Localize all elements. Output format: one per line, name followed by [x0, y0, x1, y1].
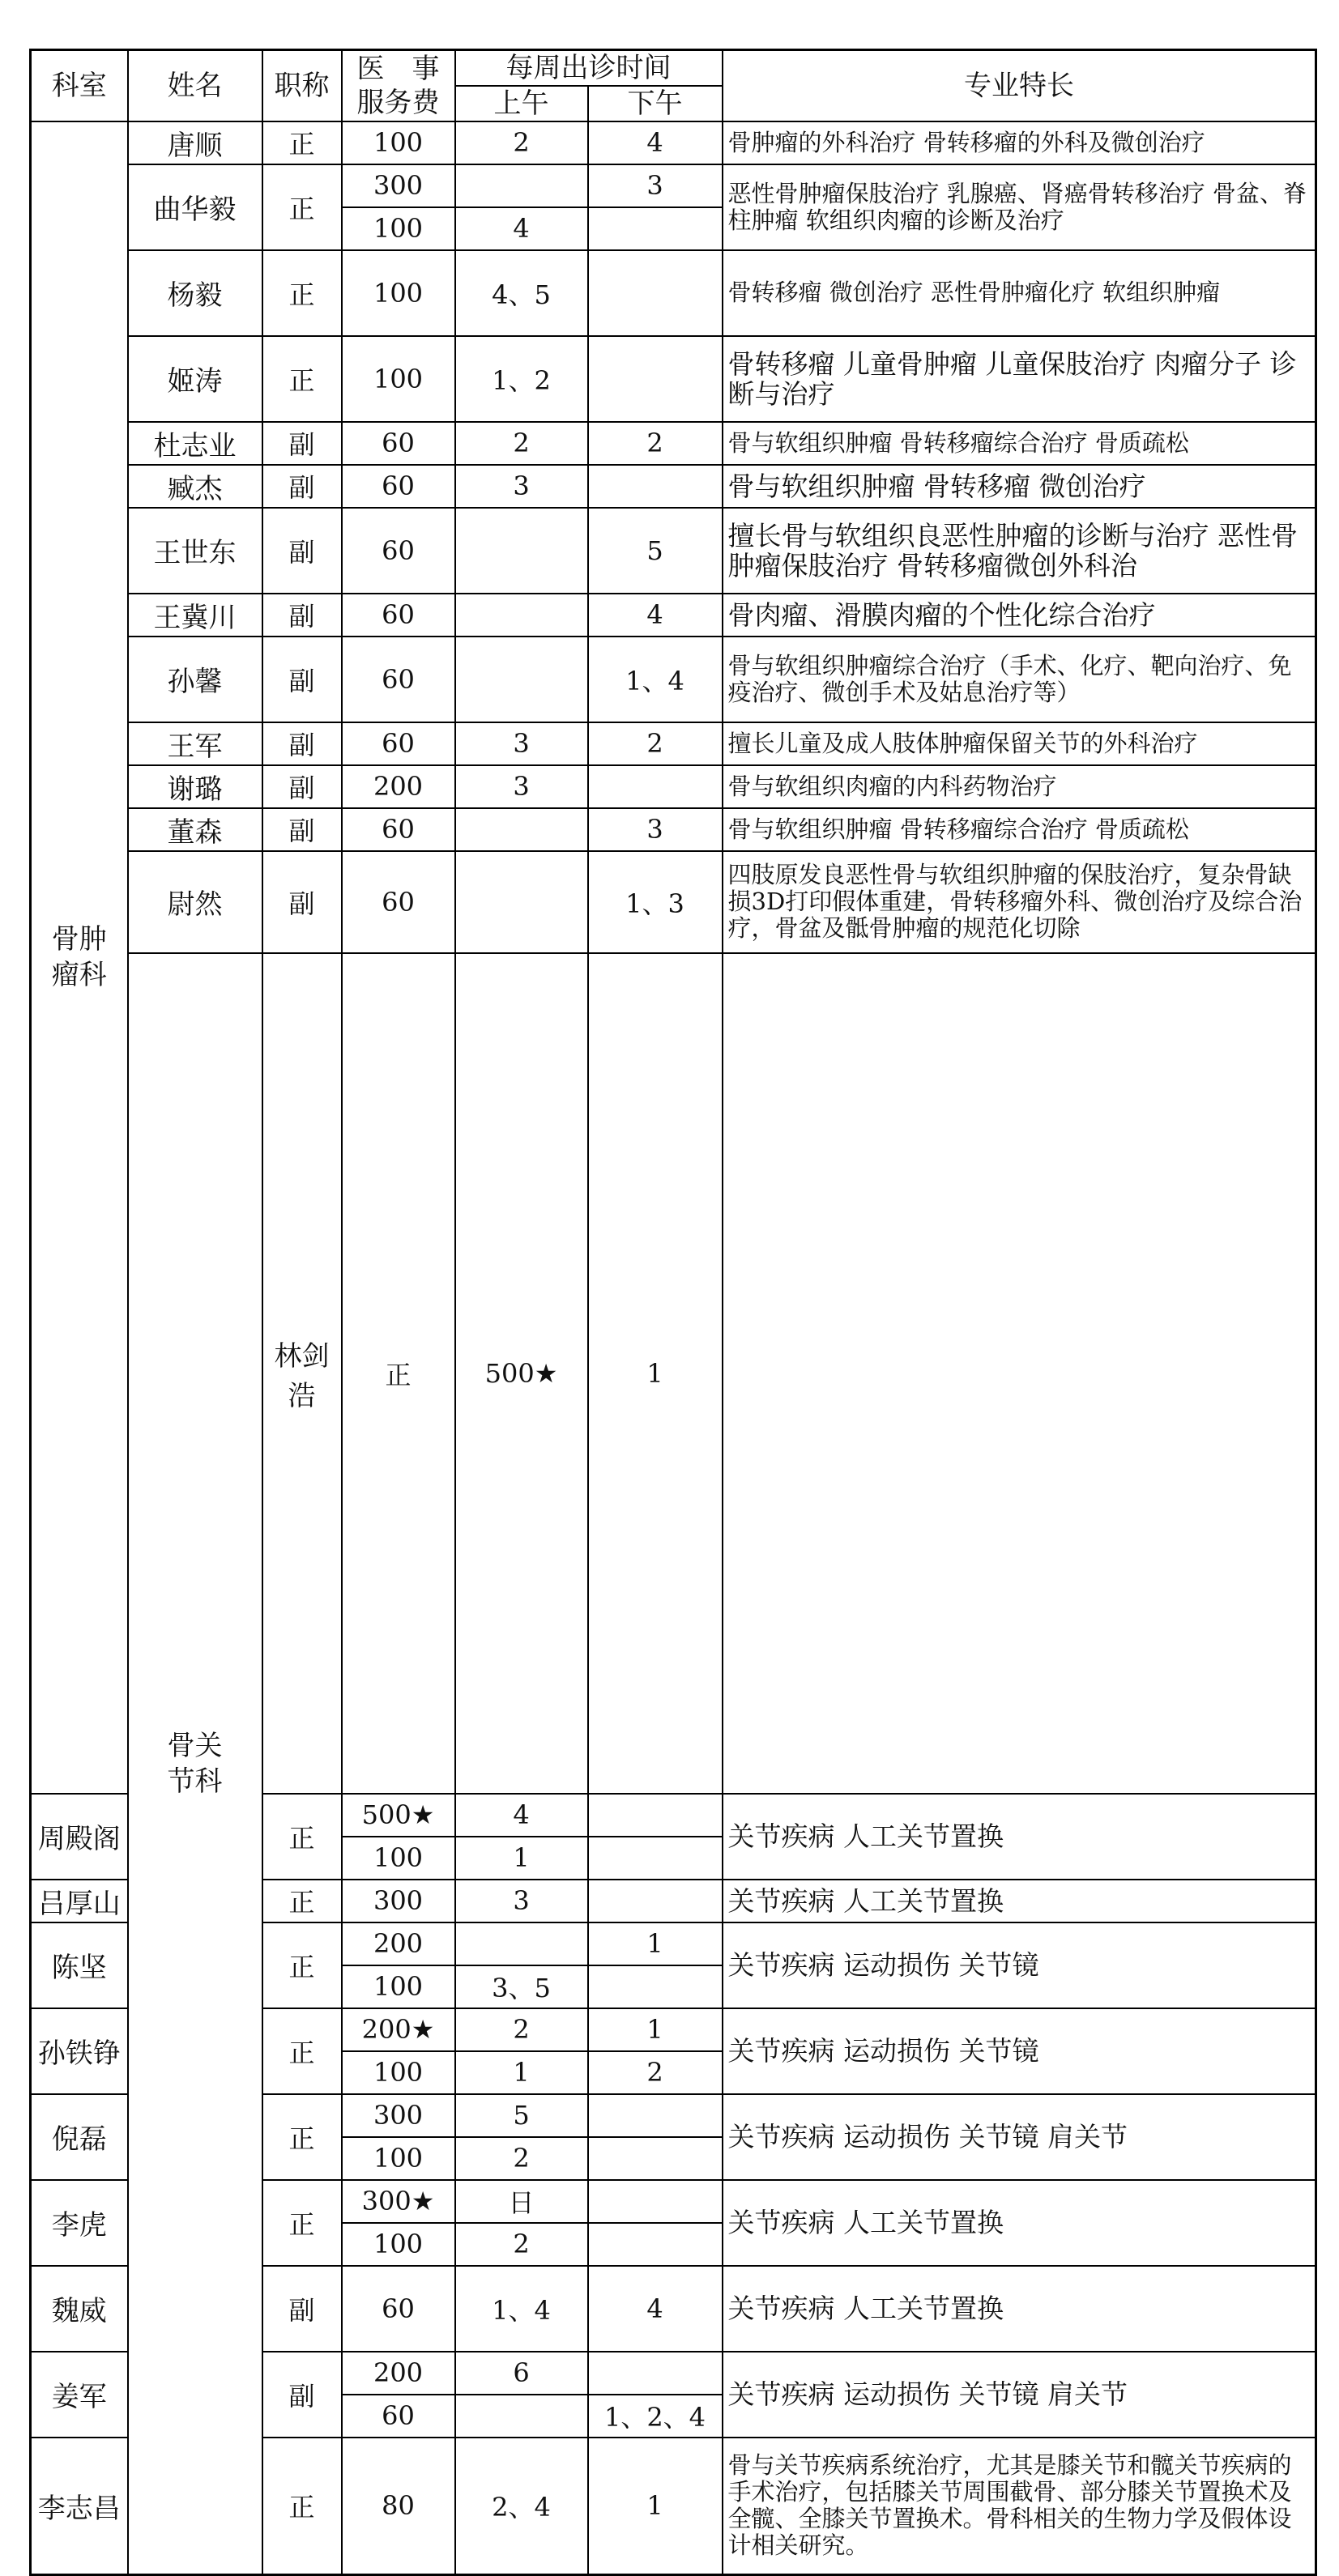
doctor-title: 副	[262, 808, 342, 851]
dept-name-line1: 骨肿	[51, 923, 107, 956]
doctor-name: 王军	[128, 722, 262, 765]
am-days	[455, 2395, 588, 2438]
fee: 500★	[342, 1794, 455, 1837]
dept-name-line2: 节科	[167, 1765, 223, 1798]
doctor-name: 魏威	[31, 2266, 128, 2352]
am-days: 3	[455, 765, 588, 808]
doctor-name: 杜志业	[128, 422, 262, 465]
doctor-title: 正	[262, 336, 342, 422]
fee: 100	[342, 250, 455, 336]
specialty: 关节疾病 运动损伤 关节镜	[723, 1922, 1316, 2008]
fee: 300	[342, 164, 455, 207]
doctor-name: 倪磊	[31, 2094, 128, 2180]
dept-cell	[128, 953, 262, 2575]
doctor-title: 副	[262, 508, 342, 594]
doctor-title: 正	[262, 2180, 342, 2266]
fee: 80	[342, 2438, 455, 2575]
fee: 100	[342, 1965, 455, 2008]
fee: 60	[342, 2395, 455, 2438]
fee: 60	[342, 465, 455, 508]
pm-days	[588, 2180, 723, 2223]
am-days: 日	[455, 2180, 588, 2223]
header-fee-line2: 服务费	[356, 86, 440, 119]
am-days: 4	[455, 1794, 588, 1837]
am-days: 1、2	[455, 336, 588, 422]
doctor-name: 王世东	[128, 508, 262, 594]
dept-name-line2: 瘤科	[51, 959, 107, 991]
header-fee-line1: 医 事	[356, 52, 440, 85]
specialty: 骨与关节疾病系统治疗，尤其是膝关节和髋关节疾病的手术治疗，包括膝关节周围截骨、部分膝关节置换术及全髋、全膝关节置换术。骨科相关的生物力学及假体设计相关研究。	[723, 2438, 1316, 2575]
fee: 100	[342, 2223, 455, 2266]
pm-days	[588, 2137, 723, 2180]
pm-days	[588, 465, 723, 508]
specialty: 四肢原发良恶性骨与软组织肿瘤的保肢治疗，复杂骨缺损3D打印假体重建，骨转移瘤外科、微创治疗及综合治疗，骨盆及骶骨肿瘤的规范化切除	[723, 851, 1316, 953]
doctor-title: 正	[262, 1794, 342, 1880]
pm-days: 3	[588, 808, 723, 851]
fee: 300	[342, 2094, 455, 2137]
pm-days: 5	[588, 508, 723, 594]
doctor-name: 董森	[128, 808, 262, 851]
fee: 300★	[342, 2180, 455, 2223]
pm-days: 3	[588, 164, 723, 207]
doctor-title: 副	[262, 851, 342, 953]
doctor-name: 孙铁铮	[31, 2008, 128, 2094]
specialty: 骨与软组织肿瘤 骨转移瘤综合治疗 骨质疏松	[723, 808, 1316, 851]
doctor-name: 孙馨	[128, 637, 262, 722]
specialty: 擅长骨与软组织良恶性肿瘤的诊断与治疗 恶性骨肿瘤保肢治疗 骨转移瘤微创外科治	[723, 508, 1316, 594]
pm-days: 1、3	[588, 851, 723, 953]
doctor-name: 曲华毅	[128, 164, 262, 250]
pm-days: 4	[588, 2266, 723, 2352]
pm-days	[588, 1880, 723, 1922]
pm-days: 1	[588, 2438, 723, 2575]
dept-cell	[31, 121, 128, 1794]
am-days: 2	[455, 2223, 588, 2266]
fee: 100	[342, 2137, 455, 2180]
doctor-name: 谢璐	[128, 765, 262, 808]
doctor-name: 陈坚	[31, 1922, 128, 2008]
doctor-title: 副	[262, 2352, 342, 2438]
doctor-title: 正	[262, 2008, 342, 2094]
doctor-title: 副	[262, 594, 342, 637]
doctor-title: 副	[262, 637, 342, 722]
doctor-name: 姬涛	[128, 336, 262, 422]
pm-days	[588, 1794, 723, 1837]
am-days	[455, 594, 588, 637]
pm-days: 2	[588, 722, 723, 765]
specialty: 关节疾病 人工关节置换	[723, 1880, 1316, 1922]
am-days	[455, 637, 588, 722]
doctor-name: 姜军	[31, 2352, 128, 2438]
specialty: 恶性骨肿瘤保肢治疗 乳腺癌、肾癌骨转移治疗 骨盆、脊柱肿瘤 软组织肉瘤的诊断及治疗	[723, 164, 1316, 250]
specialty: 骨转移瘤 儿童骨肿瘤 儿童保肢治疗 肉瘤分子 诊断与治疗	[723, 336, 1316, 422]
fee: 60	[342, 2266, 455, 2352]
doctor-title: 副	[262, 765, 342, 808]
am-days: 3、5	[455, 1965, 588, 2008]
doctor-title: 副	[262, 722, 342, 765]
am-days: 2	[455, 121, 588, 164]
fee: 60	[342, 637, 455, 722]
pm-days: 1、4	[588, 637, 723, 722]
specialty: 骨与软组织肉瘤的内科药物治疗	[723, 765, 1316, 808]
header-schedule: 每周出诊时间	[455, 50, 723, 86]
am-days: 2	[455, 422, 588, 465]
pm-days: 4	[588, 121, 723, 164]
am-days	[455, 164, 588, 207]
fee: 200	[342, 2352, 455, 2395]
doctor-title: 正	[262, 1922, 342, 2008]
header-fee	[342, 50, 455, 121]
fee: 200	[342, 765, 455, 808]
pm-days: 1、2、4	[588, 2395, 723, 2438]
pm-days: 2	[588, 422, 723, 465]
pm-days	[588, 336, 723, 422]
specialty: 骨与软组织肿瘤 骨转移瘤 微创治疗	[723, 465, 1316, 508]
specialty: 骨与软组织肿瘤 骨转移瘤综合治疗 骨质疏松	[723, 422, 1316, 465]
pm-days	[588, 2223, 723, 2266]
fee: 60	[342, 722, 455, 765]
am-days: 1	[455, 1837, 588, 1880]
specialty: 关节疾病 人工关节置换	[723, 2180, 1316, 2266]
am-days: 6	[455, 2352, 588, 2395]
pm-days	[588, 2094, 723, 2137]
doctor-title: 正	[262, 2438, 342, 2575]
am-days: 1、4	[455, 2266, 588, 2352]
specialty: 骨肉瘤、滑膜肉瘤的个性化综合治疗	[723, 594, 1316, 637]
header-title: 职称	[262, 50, 342, 121]
doctor-name: 周殿阁	[31, 1794, 128, 1880]
doctor-name: 吕厚山	[31, 1880, 128, 1922]
fee: 60	[342, 851, 455, 953]
doctor-title: 正	[262, 121, 342, 164]
am-days: 3	[455, 465, 588, 508]
specialty: 关节疾病 运动损伤 关节镜 肩关节	[723, 2352, 1316, 2438]
fee: 60	[342, 422, 455, 465]
specialty: 关节疾病 人工关节置换	[723, 2266, 1316, 2352]
pm-days: 1	[588, 1922, 723, 1965]
am-days: 5	[455, 2094, 588, 2137]
fee: 60	[342, 508, 455, 594]
doctor-name: 臧杰	[128, 465, 262, 508]
doctor-name: 李虎	[31, 2180, 128, 2266]
am-days: 2	[455, 2137, 588, 2180]
fee: 100	[342, 336, 455, 422]
doctor-name: 唐顺	[128, 121, 262, 164]
outpatient-schedule-table	[29, 49, 1317, 2576]
doctor-title: 副	[262, 2266, 342, 2352]
doctor-title: 正	[262, 250, 342, 336]
doctor-title: 副	[262, 465, 342, 508]
doctor-title: 正	[262, 2094, 342, 2180]
specialty: 关节疾病 运动损伤 关节镜 肩关节	[723, 2094, 1316, 2180]
header-name: 姓名	[128, 50, 262, 121]
pm-days	[588, 1965, 723, 2008]
doctor-name: 李志昌	[31, 2438, 128, 2575]
doctor-title: 正	[262, 164, 342, 250]
header-am: 上午	[455, 86, 588, 121]
fee: 100	[342, 207, 455, 250]
fee: 100	[342, 1837, 455, 1880]
doctor-name: 林剑浩	[262, 953, 342, 1794]
fee: 200★	[342, 2008, 455, 2051]
am-days: 1	[455, 2051, 588, 2094]
header-specialty: 专业特长	[723, 50, 1316, 121]
fee: 200	[342, 1922, 455, 1965]
specialty: 骨肿瘤的外科治疗 骨转移瘤的外科及微创治疗	[723, 121, 1316, 164]
pm-days: 4	[588, 594, 723, 637]
am-days: 3	[455, 1880, 588, 1922]
doctor-name: 尉然	[128, 851, 262, 953]
specialty: 关节疾病 运动损伤 关节镜	[723, 2008, 1316, 2094]
header-pm: 下午	[588, 86, 723, 121]
am-days	[455, 808, 588, 851]
pm-days	[588, 765, 723, 808]
pm-days	[588, 207, 723, 250]
am-days: 2	[455, 2008, 588, 2051]
doctor-title: 正	[342, 953, 455, 1794]
pm-days	[588, 250, 723, 336]
am-days: 4	[455, 207, 588, 250]
doctor-name: 王冀川	[128, 594, 262, 637]
am-days: 1	[588, 953, 723, 1794]
fee: 60	[342, 594, 455, 637]
specialty: 擅长儿童及成人肢体肿瘤保留关节的外科治疗	[723, 722, 1316, 765]
am-days: 3	[455, 722, 588, 765]
fee: 500★	[455, 953, 588, 1794]
dept-name-line1: 骨关	[167, 1729, 223, 1762]
am-days	[455, 1922, 588, 1965]
am-days	[455, 508, 588, 594]
specialty: 骨转移瘤 微创治疗 恶性骨肿瘤化疗 软组织肿瘤	[723, 250, 1316, 336]
doctor-name: 杨毅	[128, 250, 262, 336]
fee: 60	[342, 808, 455, 851]
am-days	[455, 851, 588, 953]
pm-days	[588, 2352, 723, 2395]
specialty: 骨与软组织肿瘤综合治疗（手术、化疗、靶向治疗、免疫治疗、微创手术及姑息治疗等）	[723, 637, 1316, 722]
fee: 300	[342, 1880, 455, 1922]
header-dept: 科室	[31, 50, 128, 121]
fee: 100	[342, 121, 455, 164]
specialty: 关节疾病 人工关节置换	[723, 1794, 1316, 1880]
fee: 100	[342, 2051, 455, 2094]
doctor-title: 副	[262, 422, 342, 465]
am-days: 2、4	[455, 2438, 588, 2575]
am-days: 4、5	[455, 250, 588, 336]
pm-days	[588, 1837, 723, 1880]
pm-days	[723, 953, 1316, 1794]
pm-days: 1	[588, 2008, 723, 2051]
pm-days: 2	[588, 2051, 723, 2094]
doctor-title: 正	[262, 1880, 342, 1922]
